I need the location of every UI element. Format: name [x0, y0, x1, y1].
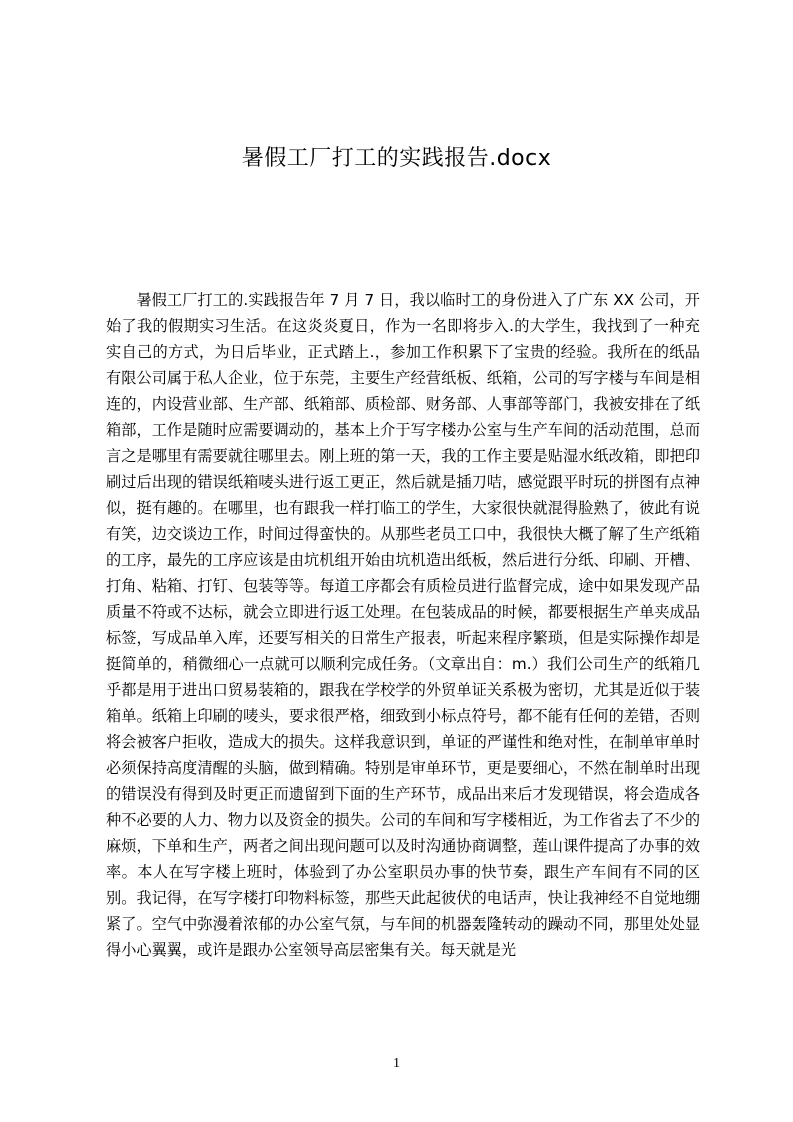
document-title: 暑假工厂打工的实践报告.docx: [241, 146, 552, 171]
page-number: 1: [393, 1056, 400, 1071]
body-paragraph: 暑假工厂打工的.实践报告年 7 月 7 日，我以临时工的身份进入了广东 XX 公司，开始了我的假期实习生活。在这炎炎夏日，作为一名即将步入.的大学生，我找到了一种充实自己的方式，为日后毕业，正式踏上.，参加工作积累下了宝贵的经验。我所在的纸品有限公司属于私人企业，位于东莞，主要生产经营纸板、纸箱，公司的写字楼与车间是相连的，内设营业部、生产部、纸箱部、质检部、财务部、人事部等部门，我被安排在了纸箱部，工作是随时应需要调动的，基本上介于写字楼办公室与生产车间的活动范围，总而言之是哪里有需要就往哪里去。刚上班的第一天，我的工作主要是贴湿水纸改箱，即把印刷过后出现的错误纸箱唛头进行返工更正，然后就是插刀咭，感觉跟平时玩的拼图有点神似，挺有趣的。在哪里，也有跟我一样打临工的学生，大家很快就混得脸熟了，彼此有说有笑，边交谈边工作，时间过得蛮快的。从那些老员工口中，我很快大概了解了生产纸箱的工序，最先的工序应该是由坑机组开始由坑机造出纸板，然后进行分纸、印刷、开槽、打角、粘箱、打钉、包装等等。每道工序都会有质检员进行监督完成，途中如果发现产品质量不符或不达标，就会立即进行返工处理。在包装成品的时候，都要根据生产单夹成品标签，写成品单入库，还要写相关的日常生产报表，听起来程序繁琐，但是实际操作却是挺简单的，稍微细心一点就可以顺利完成任务。（文章出自：m.）我们公司生产的纸箱几乎都是用于进出口贸易装箱的，跟我在学校学的外贸单证关系极为密切，尤其是近似于装箱单。纸箱上印刷的唛头，要求很严格，细致到小标点符号，都不能有任何的差错，否则将会被客户拒收，造成大的损失。这样我意识到，单证的严谨性和绝对性，在制单审单时必须保持高度清醒的头脑，做到精确。特别是审单环节，更是要细心，不然在制单时出现的错误没有得到及时更正而遗留到下面的生产环节，成品出来后才发现错误，将会造成各种不必要的人力、物力以及资金的损失。公司的车间和写字楼相近，为工作省去了不少的麻烦，下单和生产，两者之间出现问题可以及时沟通协商调整，莲山课件提高了办事的效率。本人在写字楼上班时，体验到了办公室职员办事的快节奏，跟生产车间有不同的区别。我记得，在写字楼打印物料标签，那些天此起彼伏的电话声，快让我神经不自觉地绷紧了。空气中弥漫着浓郁的办公室气氛，与车间的机器轰隆转动的躁动不同，那里处处显得小心翼翼，或许是跟办公室领导高层密集有关。每天就是光: [106, 291, 700, 959]
